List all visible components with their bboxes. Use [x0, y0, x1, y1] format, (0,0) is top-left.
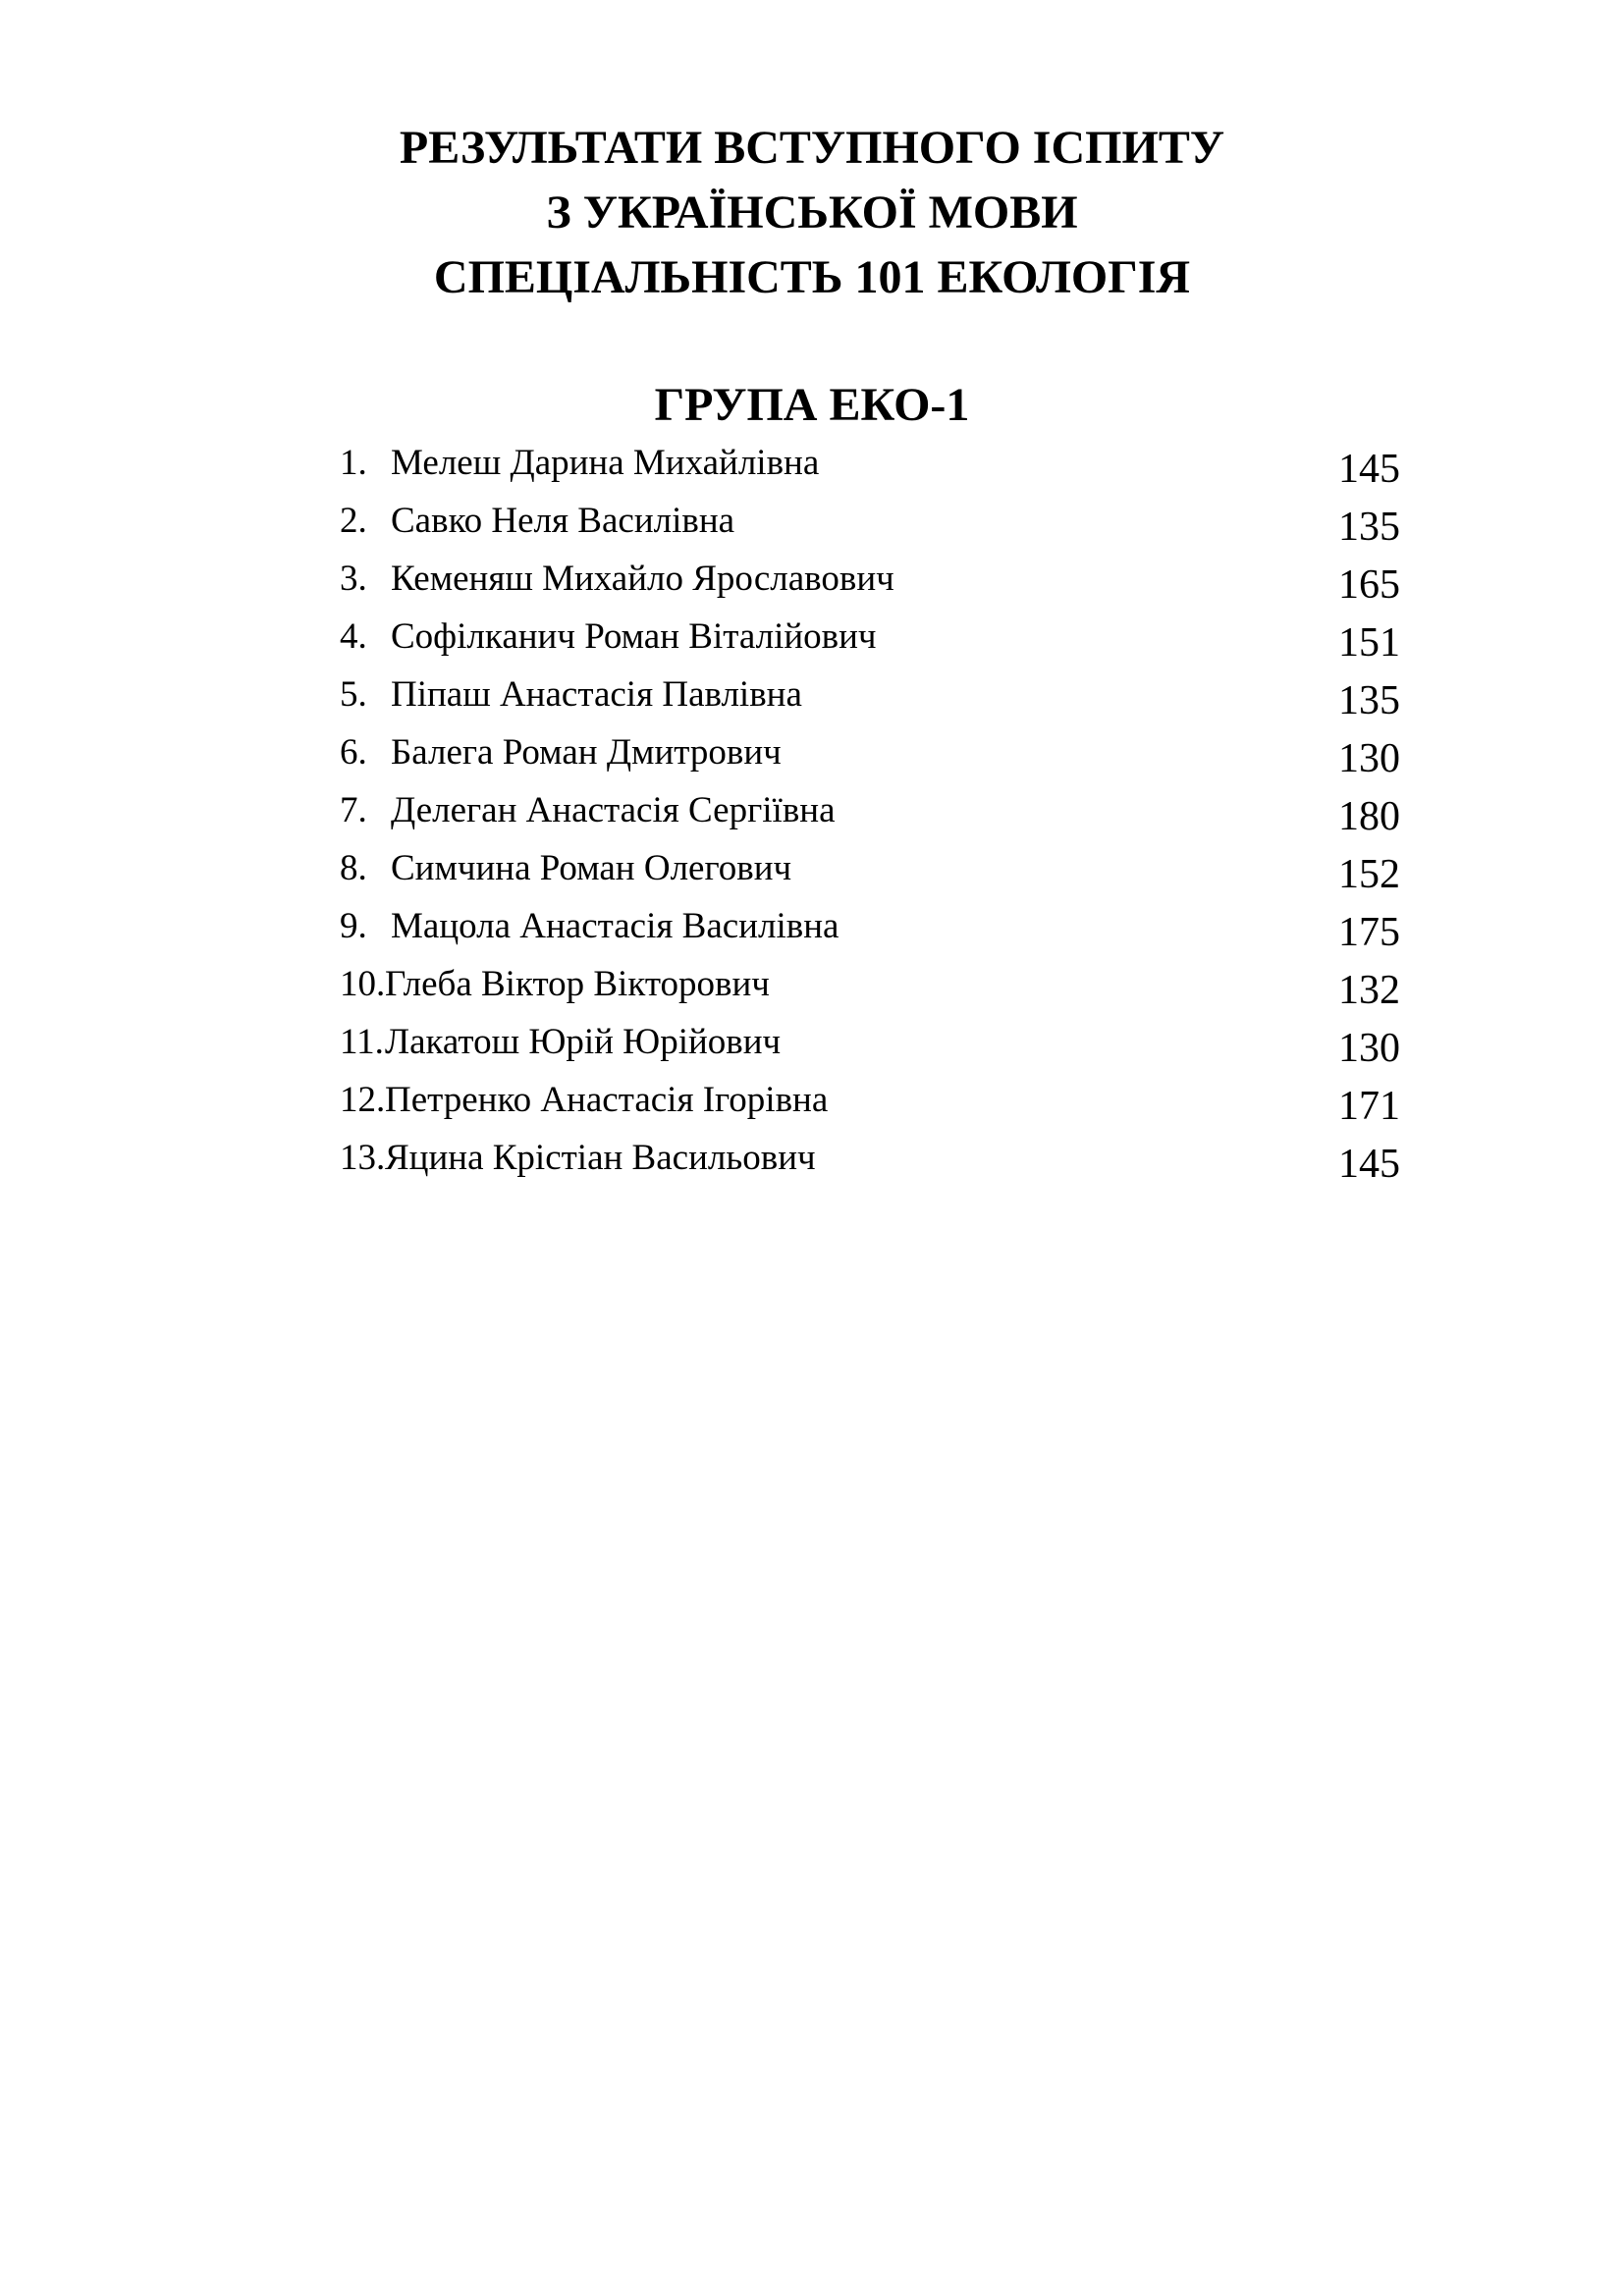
- row-number: 7.: [340, 790, 367, 830]
- student-name: Мелеш Дарина Михайлівна: [391, 443, 820, 483]
- student-name: Савко Неля Василівна: [391, 501, 735, 541]
- result-row: [340, 784, 1400, 842]
- row-number: 12.: [340, 1080, 386, 1120]
- student-name: Делеган Анастасія Сергіївна: [391, 790, 836, 830]
- student-name: Петренко Анастасія Ігорівна: [385, 1080, 829, 1120]
- result-row: [340, 611, 1400, 668]
- exam-score: 130: [1338, 1026, 1400, 1071]
- row-number: 3.: [340, 559, 367, 599]
- student-name: Симчина Роман Олегович: [391, 848, 792, 888]
- exam-score: 180: [1338, 794, 1400, 839]
- document-title: [0, 116, 1624, 310]
- result-row: [340, 553, 1400, 611]
- student-name: Яцина Крістіан Васильович: [385, 1138, 816, 1178]
- group-heading: ГРУПА ЕКО-1: [654, 379, 970, 431]
- exam-score: 145: [1338, 447, 1400, 492]
- student-name: Лакатош Юрій Юрійович: [385, 1022, 782, 1062]
- result-row: [340, 1016, 1400, 1074]
- row-number: 6.: [340, 732, 367, 773]
- result-row: [340, 1074, 1400, 1132]
- exam-score: 132: [1338, 968, 1400, 1013]
- result-row: [340, 437, 1400, 495]
- student-name: Глеба Віктор Вікторович: [385, 964, 770, 1004]
- exam-score: 171: [1338, 1084, 1400, 1129]
- exam-score: 135: [1338, 678, 1400, 723]
- row-number: 11.: [340, 1022, 384, 1062]
- student-name: Кеменяш Михайло Ярославович: [391, 559, 894, 599]
- row-number: 8.: [340, 848, 367, 888]
- student-name: Мацола Анастасія Василівна: [391, 906, 839, 946]
- student-name: Балега Роман Дмитрович: [391, 732, 782, 773]
- exam-score: 151: [1338, 620, 1400, 666]
- title-line-1: РЕЗУЛЬТАТИ ВСТУПНОГО ІСПИТУ: [399, 122, 1225, 174]
- exam-score: 152: [1338, 852, 1400, 897]
- row-number: 4.: [340, 616, 367, 657]
- result-row: [340, 495, 1400, 553]
- student-name: Софілканич Роман Віталійович: [391, 616, 877, 657]
- result-row: [340, 900, 1400, 958]
- row-number: 1.: [340, 443, 367, 483]
- results-list: [340, 437, 1400, 1190]
- exam-score: 165: [1338, 562, 1400, 608]
- result-row: [340, 668, 1400, 726]
- student-name: Піпаш Анастасія Павлівна: [391, 674, 802, 715]
- result-row: [340, 726, 1400, 784]
- exam-score: 135: [1338, 505, 1400, 550]
- result-row: [340, 958, 1400, 1016]
- title-line-2: З УКРАЇНСЬКОЇ МОВИ: [546, 187, 1078, 239]
- result-row: [340, 1132, 1400, 1190]
- exam-score: 145: [1338, 1142, 1400, 1187]
- row-number: 5.: [340, 674, 367, 715]
- row-number: 9.: [340, 906, 367, 946]
- title-line-3: СПЕЦІАЛЬНІСТЬ 101 ЕКОЛОГІЯ: [433, 251, 1191, 303]
- row-number: 13.: [340, 1138, 386, 1178]
- result-row: [340, 842, 1400, 900]
- row-number: 2.: [340, 501, 367, 541]
- exam-score: 175: [1338, 910, 1400, 955]
- exam-score: 130: [1338, 736, 1400, 781]
- row-number: 10.: [340, 964, 386, 1004]
